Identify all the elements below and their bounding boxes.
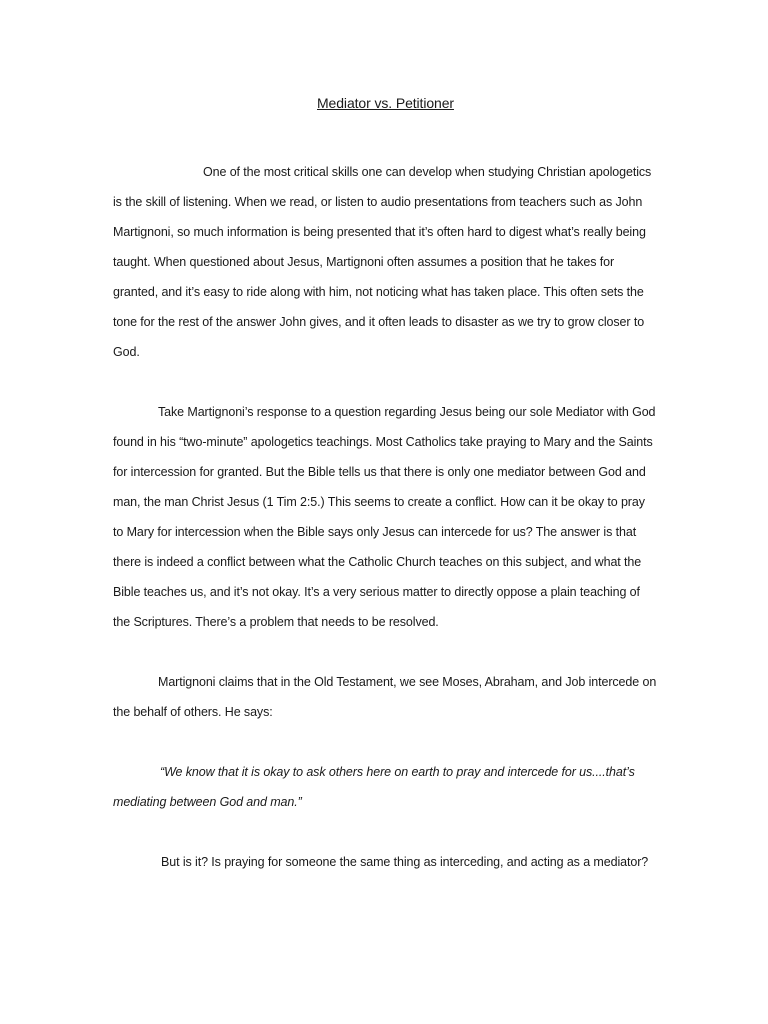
paragraph-mediator-response: Take Martignoni’s response to a question regarding Jesus being our sole Mediator with God found in his “two-minute” apologetics teachings. Most Catholics take praying to Mary and the Saints for intercession for granted. But the Bible tells us that there is only one mediator between God and man, the man Christ Jesus (1 Tim 2:5.) This seems to create a conflict. How can it be okay to pray to Mary for intercession when the Bible says only Jesus can intercede for us? The answer is that there is indeed a conflict between what the Catholic Church teaches on this subject, and what the Bible teaches us, and it’s not okay. It’s a very serious matter to directly oppose a plain teaching of the Scriptures. There’s a problem that needs to be resolved.	[113, 405, 656, 629]
paragraph-listening: One of the most critical skills one can develop when studying Christian apologetics is the skill of listening. When we read, or listen to audio presentations from teachers such as John Martignoni, so much information is being presented that it’s often hard to digest what’s really being taught. When questioned about Jesus, Martignoni often assumes a position that he takes for granted, and it’s easy to ride along with him, not noticing what has taken place. This often sets the tone for the rest of the answer John gives, and it often leads to disaster as we try to grow closer to God.	[113, 165, 652, 359]
paragraph-question: But is it? Is praying for someone the same thing as interceding, and acting as a mediator?	[161, 855, 649, 869]
document-title: Mediator vs. Petitioner	[317, 95, 454, 111]
paragraph-old-testament: Martignoni claims that in the Old Testament, we see Moses, Abraham, and Job intercede on the behalf of others. He says:	[113, 675, 657, 719]
quote-paragraph: “We know that it is okay to ask others here on earth to pray and intercede for us....that’s mediating between God and man.”	[113, 765, 635, 809]
